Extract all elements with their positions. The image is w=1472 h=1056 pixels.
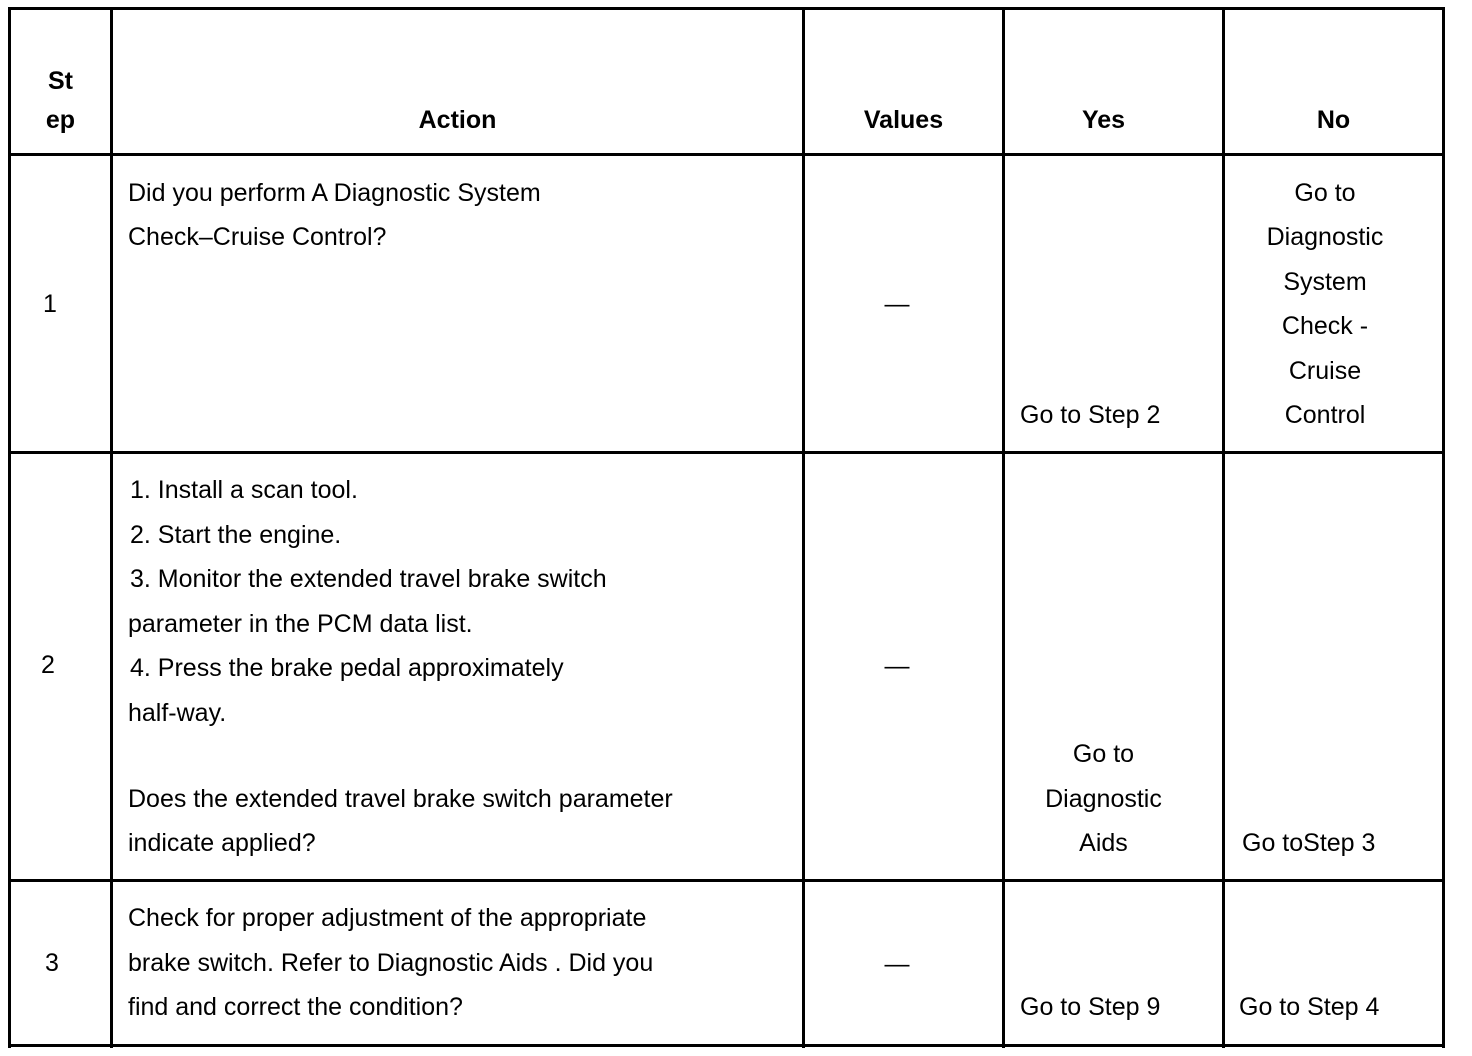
yes-cell-line: Aids (1079, 829, 1128, 857)
column-divider (1222, 7, 1225, 1048)
no-cell-line: Go to Step 4 (1239, 993, 1380, 1021)
step-number: 1 (43, 290, 57, 318)
action-line: Check–Cruise Control? (128, 223, 387, 251)
yes-cell-line: Diagnostic (1045, 785, 1162, 813)
yes-cell-line: Go to (1072, 740, 1135, 768)
header-no: No (1316, 106, 1351, 134)
table-border-right (1442, 7, 1445, 1048)
no-cell-line: Cruise (1288, 357, 1362, 385)
step-number: 3 (45, 949, 59, 977)
action-line: 2. Start the engine. (130, 521, 342, 549)
action-line: Check for proper adjustment of the appropriate (128, 904, 647, 932)
action-line: Does the extended travel brake switch parameter (128, 785, 673, 813)
step-number: 2 (41, 651, 55, 679)
header-step-line1: St (48, 67, 73, 95)
column-divider (1002, 7, 1005, 1048)
table-border-left (8, 7, 11, 1048)
no-cell-line: Go to (1294, 179, 1356, 207)
column-divider (802, 7, 805, 1048)
no-cell-line: Go toStep 3 (1242, 829, 1376, 857)
header-step-line2: ep (45, 106, 76, 134)
action-line: brake switch. Refer to Diagnostic Aids . Did you (128, 949, 654, 977)
action-line: Did you perform A Diagnostic System (128, 179, 541, 207)
no-cell-line: Control (1284, 401, 1366, 429)
values-cell: — (884, 652, 910, 680)
yes-cell-line: Go to Step 2 (1020, 401, 1161, 429)
table-border-bottom (8, 1044, 1445, 1047)
no-cell-line: Check - (1281, 312, 1369, 340)
action-line: find and correct the condition? (128, 993, 463, 1021)
no-cell-line: System (1283, 268, 1367, 296)
yes-cell-line: Go to Step 9 (1020, 993, 1161, 1021)
action-line: parameter in the PCM data list. (128, 610, 473, 638)
no-cell-line: Diagnostic (1266, 223, 1384, 251)
action-line: 4. Press the brake pedal approximately (130, 654, 564, 682)
diagnostic-table (8, 7, 1445, 1048)
header-action: Action (418, 106, 497, 134)
header-yes: Yes (1081, 106, 1126, 134)
column-divider (110, 7, 113, 1048)
action-line: half-way. (128, 699, 227, 727)
row-divider (8, 879, 1445, 882)
action-line: 1. Install a scan tool. (130, 476, 358, 504)
row-divider (8, 451, 1445, 454)
values-cell: — (884, 950, 910, 978)
action-line: indicate applied? (128, 829, 316, 857)
action-line: 3. Monitor the extended travel brake switch (130, 565, 607, 593)
header-values: Values (863, 106, 944, 134)
table-border-top (8, 7, 1445, 10)
values-cell: — (884, 290, 910, 318)
row-divider (8, 153, 1445, 156)
